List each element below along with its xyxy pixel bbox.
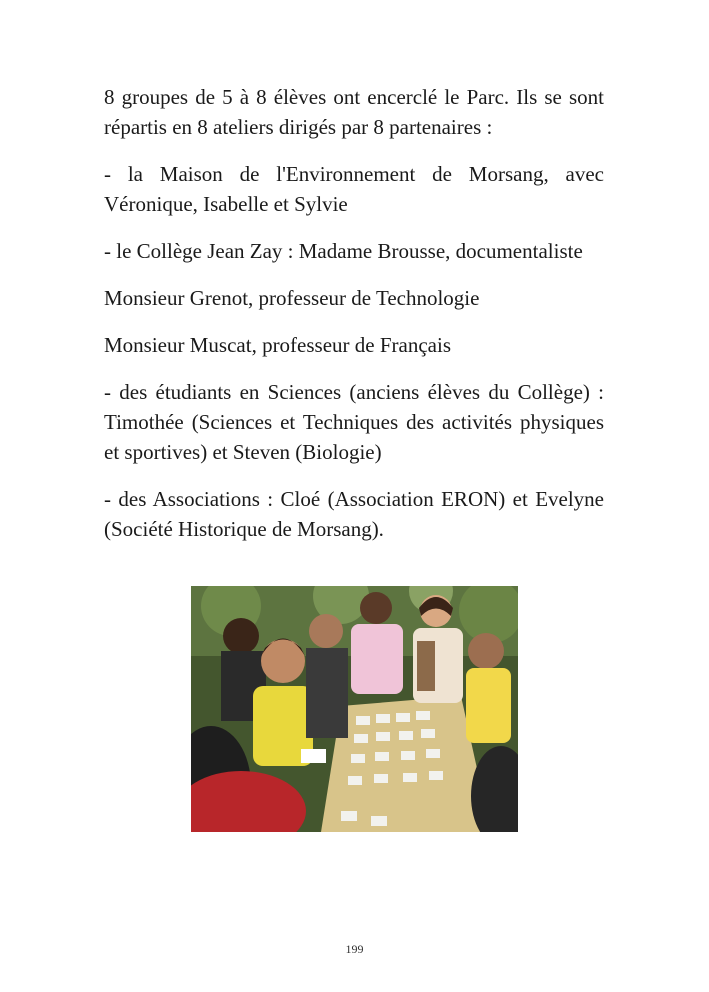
paragraph-college-jean-zay: - le Collège Jean Zay : Madame Brousse, documentaliste [104, 239, 583, 263]
paragraph-grenot: Monsieur Grenot, professeur de Technologie [104, 286, 480, 310]
page-number: 199 [345, 942, 364, 956]
paragraph-associations: - des Associations : Cloé (Association ERON) et Evelyne (Société Historique de Morsang). [104, 487, 604, 541]
paragraph-muscat: Monsieur Muscat, professeur de Français [104, 333, 451, 357]
paragraph-intro: 8 groupes de 5 à 8 élèves ont encerclé le Parc. Ils se sont répartis en 8 ateliers dirigés par 8 partenaires : [104, 85, 604, 139]
page-body [104, 82, 604, 561]
group-photo [191, 586, 518, 832]
photo-illustration [191, 586, 518, 832]
paragraph-maison-environnement: - la Maison de l'Environnement de Morsang, avec Véronique, Isabelle et Sylvie [104, 162, 604, 216]
paragraph-etudiants: - des étudiants en Sciences (anciens élèves du Collège) : Timothée (Sciences et Techniques des activités physiques et sportives) et Steven (Biologie) [104, 380, 604, 464]
